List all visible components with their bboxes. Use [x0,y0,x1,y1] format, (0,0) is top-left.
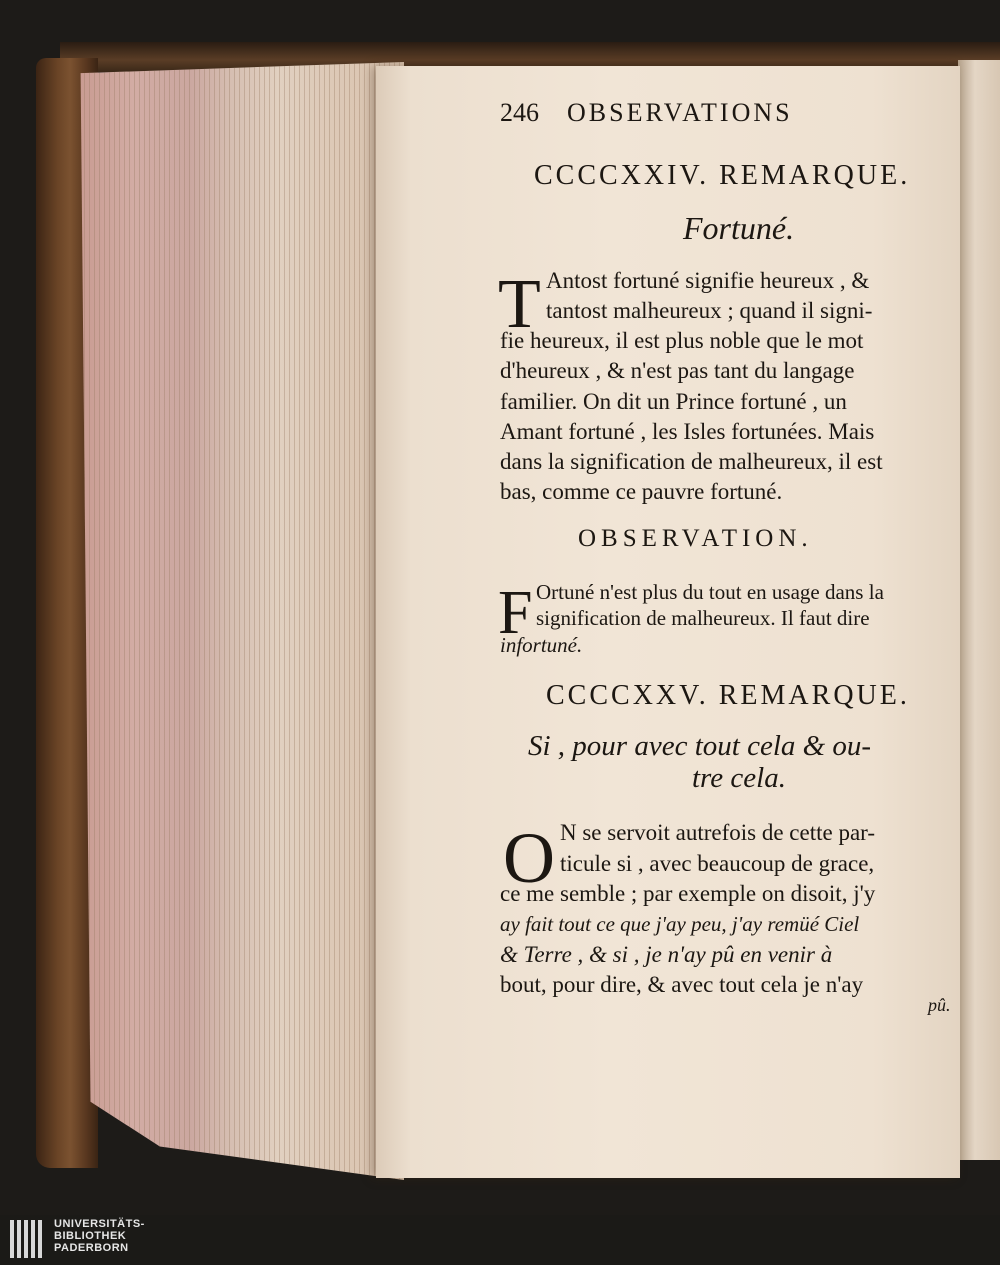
library-name [54,1218,145,1254]
library-name-line: BIBLIOTHEK [54,1230,127,1242]
drop-cap-f: F [498,579,533,647]
body-line: ticule si , avec beaucoup de grace, [560,851,875,876]
body-line: ay fait tout ce que j'ay peu, j'ay remüé Ciel [500,912,860,936]
facing-page-edge [958,60,1000,1160]
section-subtitle-si-cont: tre cela. [692,762,786,794]
section-heading-remarque-425: CCCCXXV. REMARQUE. [546,680,910,711]
body-line: familier. On dit un Prince fortuné , un [500,389,847,414]
page-number: 246 [500,98,539,127]
section-heading-remarque-424: CCCCXXIV. REMARQUE. [534,160,911,191]
running-title: OBSERVATIONS [567,98,793,127]
body-line: d'heureux , & n'est pas tant du langage [500,358,855,383]
body-line: & Terre , & si , je n'ay pû en venir à [500,942,833,967]
catchword: pû. [928,995,951,1015]
observation-line: Ortuné n'est plus du tout en usage dans la [536,580,884,604]
observation-line: signification de malheureux. Il faut dire [536,606,870,630]
body-line: fie heureux, il est plus noble que le mot [500,328,864,353]
drop-cap-o: O [503,818,555,898]
drop-cap-t: T [498,266,541,343]
body-line: N se servoit autrefois de cette par- [560,820,876,845]
library-logo-icon [10,1220,46,1258]
footer-bar [0,1215,1000,1265]
body-line: Antost fortuné signifie heureux , & [546,268,870,293]
page-edges-stack [74,62,404,1180]
library-name-line: UNIVERSITÄTS- [54,1218,145,1230]
body-line: tantost malheureux ; quand il signi- [546,298,873,323]
section-subtitle-si: Si , pour avec tout cela & ou- [528,730,872,762]
body-line: bas, comme ce pauvre fortuné. [500,479,783,504]
body-line: dans la signification de malheureux, il est [500,449,883,474]
body-line: Amant fortuné , les Isles fortunées. Mais [500,419,875,444]
section-heading-observation: OBSERVATION. [578,525,813,552]
library-name-line: PADERBORN [54,1242,129,1254]
observation-line: infortuné. [500,633,583,657]
section-subtitle-fortune: Fortuné. [683,210,795,246]
body-line: bout, pour dire, & avec tout cela je n'ay [500,972,864,997]
body-line: ce me semble ; par exemple on disoit, j'y [500,881,876,906]
running-head [500,98,793,128]
